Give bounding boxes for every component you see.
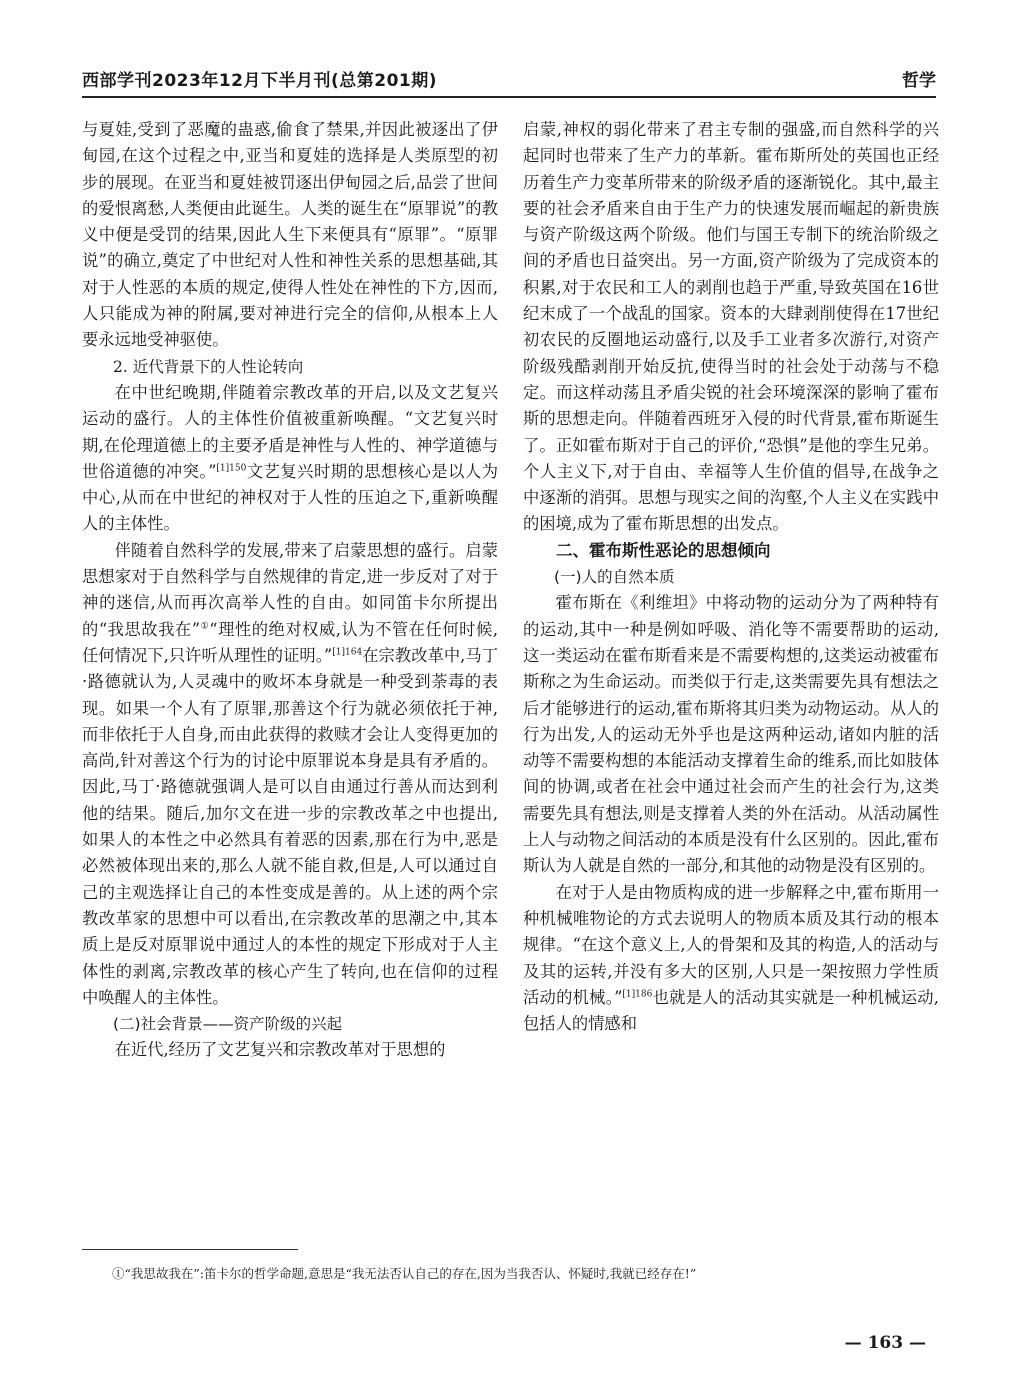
paragraph (82, 380, 498, 538)
text-run: “理性的绝对权威,认为不管在任何时候,任何情况下,只许听从理性的证明。” (82, 619, 498, 665)
section-heading (82, 1011, 498, 1037)
journal-title: 西部学刊2023年12月下半月刊(总第201期) (82, 71, 437, 91)
left-column (82, 117, 498, 1064)
text-run: 在对于人是由物质构成的进一步解释之中,霍布斯用一种机械唯物论的方式去说明人的物质本质及其行动的根本规律。“在这个意义上,人的骨架和及其的构造,人的活动与及其的运转,并没有多大的区别,人只是一架按照力学性质活动的机械。” (523, 882, 939, 1007)
text-run: 也就是人的活动其实就是一种机械运动,包括人的情感和 (523, 987, 939, 1034)
text-run: 在近代,经历了文艺复兴和宗教改革对于思想的 (114, 1040, 446, 1060)
section-heading (523, 538, 939, 564)
paragraph (523, 880, 939, 1038)
text-run: 与夏娃,受到了恶魔的蛊惑,偷食了禁果,并因此被逐出了伊甸园,在这个过程之中,亚当和夏娃的选择是人类原型的初步的展现。在亚当和夏娃被罚逐出伊甸园之后,品尝了世间的爱恨离愁,人类便由此诞生。人类的诞生在“原罪说”的教义中便是受罚的结果,因此人生下来便具有“原罪”。“原罪说”的确立,奠定了中世纪对人性和神性关系的思想基础,其对于人性恶的本质的规定,使得人性处在神性的下方,因而,人只能成为神的附属,要对神进行完全的信仰,从根本上人要永远地受神驱使。 (82, 120, 498, 350)
text-run: 在宗教改革中,马丁·路德就认为,人灵魂中的败坏本身就是一种受到荼毒的表现。如果一个人有了原罪,那善这个行为就必须依托于神,而非依托于人自身,而由此获得的救赎才会让人变得更加的高尚,针对善这个行为的讨论中原罪说本身是具有矛盾的。因此,马丁·路德就强调人是可以自由通过行善从而达到利他的结果。随后,加尔文在进一步的宗教改革之中也提出,如果人的本性之中必然具有着恶的因素,那在行为中,恶是必然被体现出来的,那么人就不能自救,但是,人可以通过自己的主观选择让自己的本性变成是善的。从上述的两个宗教改革家的思想中可以看出,在宗教改革的思潮之中,其本质上是反对原罪说中通过人的本性的规定下形成对于人主体性的剥离,宗教改革的核心产生了转向,也在信仰的过程中唤醒人的主体性。 (82, 645, 498, 1007)
section-heading (82, 354, 498, 380)
footnote: ①“我思故我在”:笛卡尔的哲学命题,意思是“我无法否认自己的存在,因为当我否认、怀疑时,我就已经存在!” (112, 1266, 697, 1281)
citation-mark: [1]186 (622, 989, 653, 1000)
section-name: 哲学 (902, 71, 936, 91)
right-column (523, 117, 939, 1037)
citation-mark: [1]164 (332, 647, 363, 658)
paragraph (523, 590, 939, 879)
paragraph (82, 1037, 498, 1063)
citation-mark: ① (200, 621, 210, 632)
section-heading (523, 564, 939, 590)
footnote-rule (82, 1249, 298, 1250)
paragraph (523, 117, 939, 538)
paragraph (82, 117, 498, 354)
text-run: (二)社会背景——资产阶级的兴起 (113, 1015, 343, 1034)
text-run: 霍布斯在《利维坦》中将动物的运动分为了两种特有的运动,其中一种是例如呼吸、消化等不需要帮助的运动,这一类运动在霍布斯看来是不需要构想的,这类运动被霍布斯称之为生命运动。而类似于行走,这类需要先具有想法之后才能够进行的运动,霍布斯将其归类为动物运动。从人的行为出发,人的运动无外乎也是这两种运动,诸如内脏的活动等不需要构想的本能活动支撑着生命的维系,而比如肢体间的协调,或者在社会中通过社会而产生的社会行为,这类需要先具有想法,则是支撑着人类的外在活动。从活动属性上人与动物之间活动的本质是没有什么区别的。因此,霍布斯认为人就是自然的一部分,和其他的动物是没有区别的。 (523, 593, 939, 876)
running-header (82, 64, 936, 98)
text-run: 启蒙,神权的弱化带来了君主专制的强盛,而自然科学的兴起同时也带来了生产力的革新。霍布斯所处的英国也正经历着生产力变革所带来的阶级矛盾的逐渐锐化。其中,最主要的社会矛盾来自由于生产力的快速发展而崛起的新贵族与资产阶级这两个阶级。他们与国王专制下的统治阶级之间的矛盾也日益突出。另一方面,资产阶级为了完成资本的积累,对于农民和工人的剥削也趋于严重,导致英国在16世纪末成了一个战乱的国家。资本的大肆剥削使得在17世纪初农民的反圈地运动盛行,以及手工业者多次游行,对资产阶级残酷剥削开始反抗,使得当时的社会处于动荡与不稳定。而这样动荡且矛盾尖锐的社会环境深深的影响了霍布斯的思想走向。伴随着西班牙入侵的时代背景,霍布斯诞生了。正如霍布斯对于自己的评价,“恐惧”是他的孪生兄弟。个人主义下,对于自由、幸福等人生价值的倡导,在战争之中逐渐的消弭。思想与现实之间的沟壑,个人主义在实践中的困境,成为了霍布斯思想的出发点。 (523, 120, 939, 534)
page-number: — 163 — (844, 1333, 926, 1353)
citation-mark: [1]150 (216, 463, 247, 474)
text-run: 在中世纪晚期,伴随着宗教改革的开启,以及文艺复兴运动的盛行。人的主体性价值被重新唤醒。“文艺复兴时期,在伦理道德上的主要矛盾是神性与人性的、神学道德与世俗道德的冲突。” (82, 382, 498, 481)
text-run: 二、霍布斯性恶论的思想倾向 (556, 540, 771, 560)
text-run: 2. 近代背景下的人性论转向 (113, 357, 304, 376)
text-run: 伴随着自然科学的发展,带来了启蒙思想的盛行。启蒙思想家对于自然科学与自然规律的肯定,进一步反对了对于神的迷信,从而再次高举人性的自由。如同笛卡尔所提出的“我思故我在” (82, 540, 498, 639)
text-run: 文艺复兴时期的思想核心是以人为中心,从而在中世纪的神权对于人性的压迫之下,重新唤醒人的主体性。 (82, 461, 498, 534)
paragraph (82, 538, 498, 1011)
text-run: (一)人的自然本质 (554, 568, 675, 587)
